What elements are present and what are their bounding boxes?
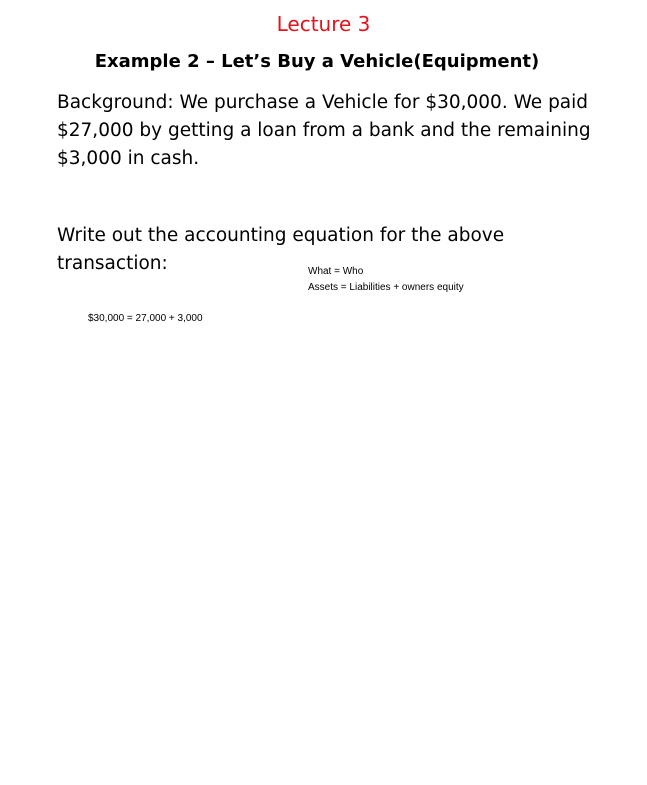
- answer-equation: $30,000 = 27,000 + 3,000: [88, 313, 203, 324]
- background-paragraph: Background: We purchase a Vehicle for $30,000. We paid $27,000 by getting a loan from a bank and the remaining $3,000 in cash.: [57, 92, 591, 169]
- accounting-equation-note: Assets = Liabilities + owners equity: [308, 282, 464, 293]
- question-paragraph: Write out the accounting equation for the above transaction:: [57, 225, 505, 274]
- what-who-note: What = Who: [308, 266, 364, 277]
- lecture-label: Lecture 3: [276, 12, 371, 36]
- example-title: Example 2 – Let’s Buy a Vehicle(Equipment): [94, 51, 540, 72]
